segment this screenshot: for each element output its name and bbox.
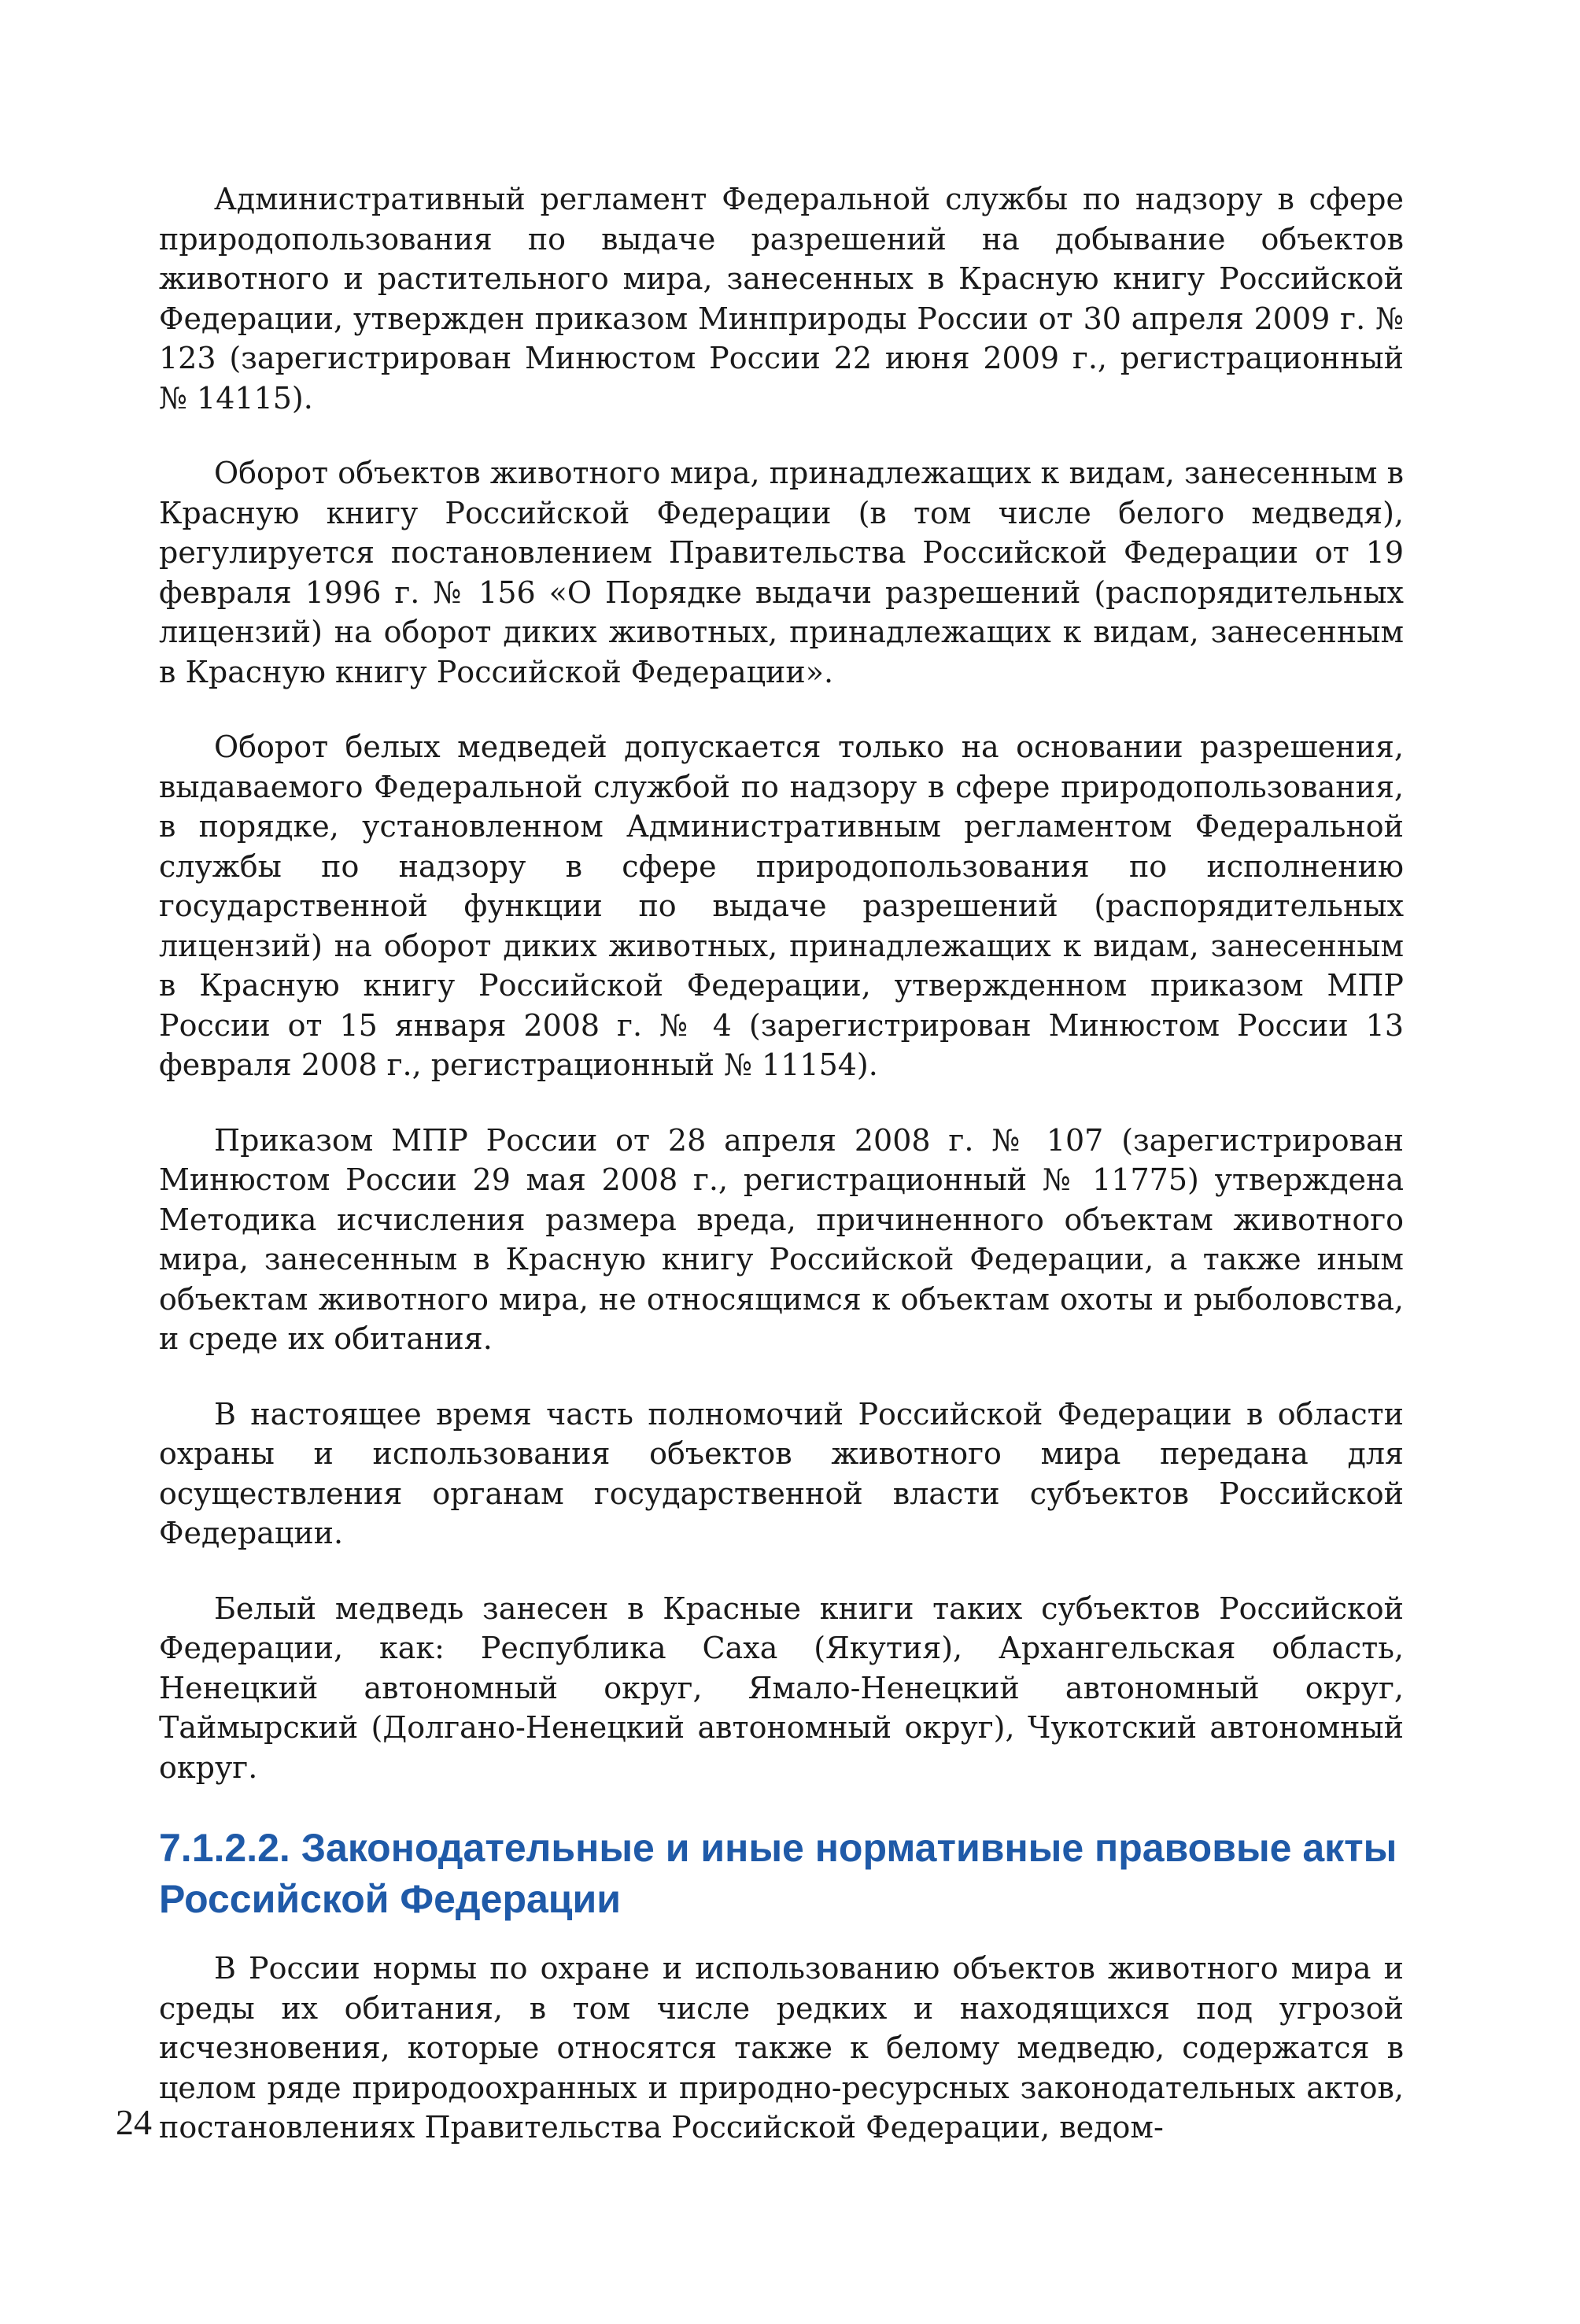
paragraph-damage-methodology: Приказом МПР России от 28 апреля 2008 г. № 107 (зарегистрирован Минюстом России 29 мая 2008 г., регистрационный № 11775) утверждена Методика исчисления размера вреда, причиненного объектам животного мира, занесенным в Красную книгу Российской Федерации, а также иным объектам животного мира, не относящимся к объектам охоты и рыболовства, и среде их обитания. xyxy=(159,1122,1404,1356)
page-number: 24 xyxy=(116,2102,152,2142)
main-content xyxy=(159,179,1404,2183)
paragraph-red-book-turnover: Оборот объектов животного мира, принадлежащих к видам, занесенным в Красную книгу Российской Федерации (в том числе белого медведя), регулируется постановлением Правительства Российской Федерации от 19 февраля 1996 г. № 156 «О Порядке выдачи разрешений (распорядительных лицензий) на оборот диких животных, принадлежащих к видам, занесенным в Красную книгу Российской Федерации». xyxy=(159,456,1404,689)
paragraph-admin-regulation: Административный регламент Федеральной службы по надзору в сфере природопользования по выдаче разрешений на добывание объектов животного и растительного мира, занесенных в Красную книгу Российской Федерации, утвержден приказом Минприроды России от 30 апреля 2009 г. № 123 (зарегистрирован Минюстом России 22 июня 2009 г., регистрационный № 14115). xyxy=(159,182,1404,416)
paragraph-polar-bear-permit: Оборот белых медведей допускается только на основании разрешения, выдаваемого Федеральной службой по надзору в сфере природопользования, в порядке, установленном Административным регламентом Федеральной службы по надзору в сфере природопользования по исполнению государственной функции по выдаче разрешений (распорядительных лицензий) на оборот диких животных, принадлежащих к видам, занесенным в Красную книгу Российской Федерации, утвержденном приказом МПР России от 15 января 2008 г. № 4 (зарегистрирован Минюстом России 13 февраля 2008 г., регистрационный № 11154). xyxy=(159,730,1404,1082)
paragraph-legislation-intro: В России нормы по охране и использованию объектов животного мира и среды их обитания, в том числе редких и находящихся под угрозой исчезновения, которые относятся также к белому медведю, содержатся в целом ряде природоохранных и природно-ресурсных законодательных актов, постановлениях Правительства Российской Федерации, ведом- xyxy=(159,1951,1404,2145)
paragraph-regional-red-books: Белый медведь занесен в Красные книги таких субъектов Российской Федерации, как: Республика Саха (Якутия), Архангельская область, Ненецкий автономный округ, Ямало-Ненецкий автономный округ, Таймырский (Долгано-Ненецкий автономный округ), Чукотский автономный округ. xyxy=(159,1591,1404,1785)
paragraph-delegated-powers: В настоящее время часть полномочий Российской Федерации в области охраны и использования объектов животного мира передана для осуществления органам государственной власти субъектов Российской Федерации. xyxy=(159,1396,1404,1550)
section-heading: 7.1.2.2. Законодательные и иные нормативные правовые акты Российской Федерации xyxy=(159,1826,1397,1921)
